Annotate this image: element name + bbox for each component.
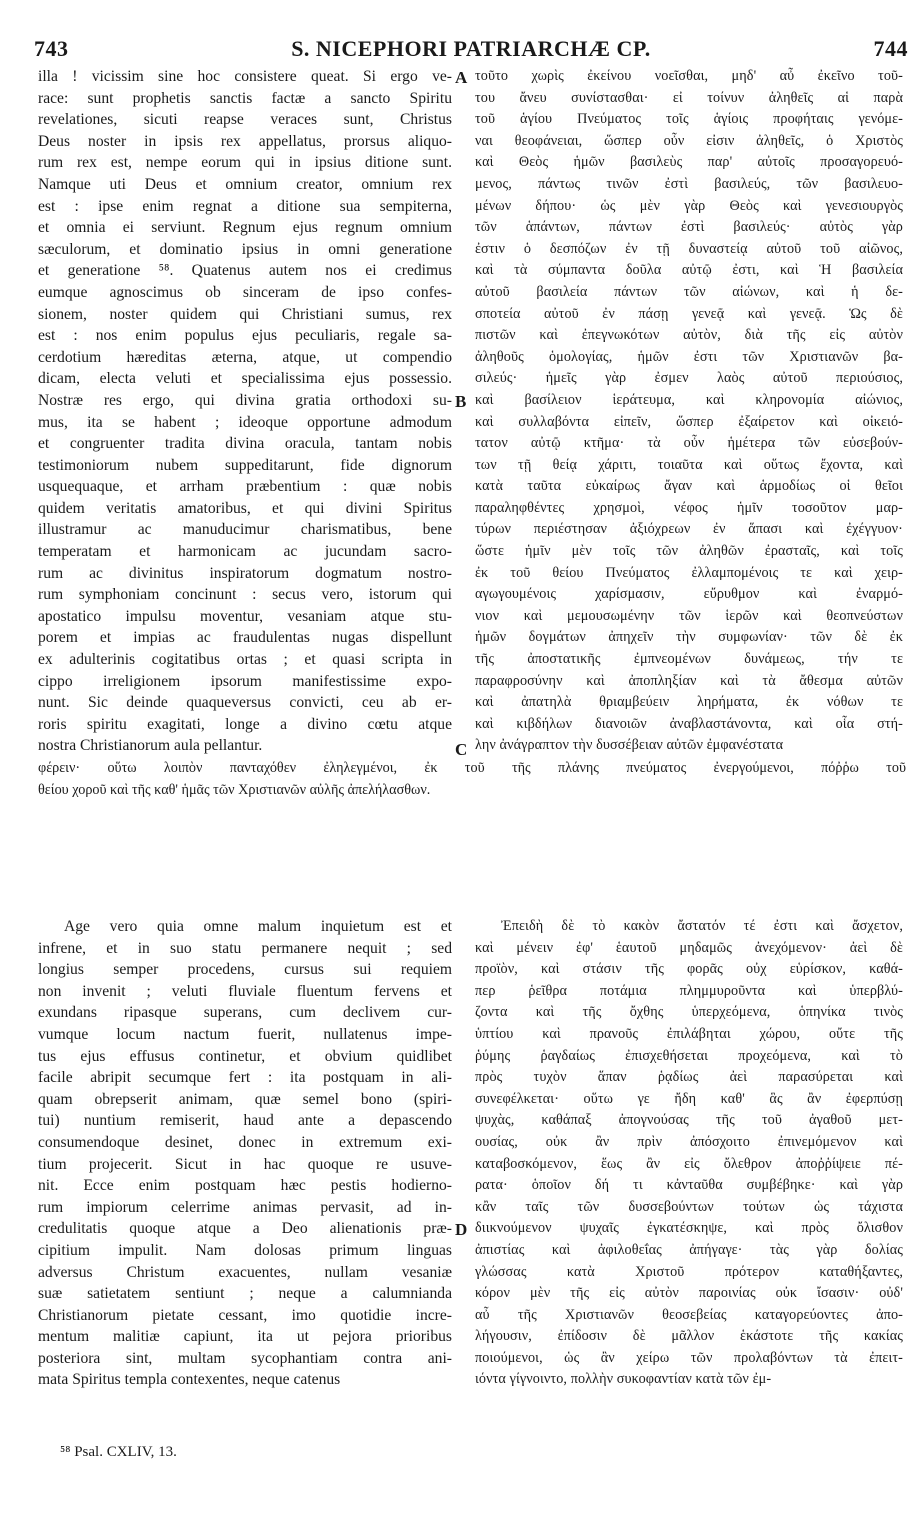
text-line: posteriora sint, multam sycophantiam contra ani- [38, 1349, 452, 1367]
text-line: Ἐπειδὴ δὲ τὸ κακὸν ἄστατόν τέ ἐστι καὶ ἄσχετον, [501, 918, 903, 934]
page-number-left: 743 [34, 36, 69, 61]
text-line: προϊὸν, καὶ στάσιν τῆς φορᾶς οὐχ εὑρίσκον, καθά- [475, 961, 903, 978]
text-line: cippo irreligionem ipsorum manifestissime expo- [38, 672, 452, 690]
footnote: ⁵⁸ Psal. CXLIV, 13. [60, 1444, 177, 1460]
text-line: sæculorum, et dominatio ipsius in omni generatione [38, 240, 452, 258]
text-line: πιστῶν καὶ ἐπεγνωκότων αὐτὸν, διὰ τῆς εἰς αὐτὸν [475, 327, 903, 344]
text-line: non invenit ; veluti fluviale fluentum fervens et [38, 982, 452, 1000]
greek-spanning-lines [38, 758, 906, 801]
text-line: καὶ κιβδήλων διανοιῶν ἀναβλαστάνοντα, καὶ οἷα στή- [475, 715, 903, 732]
text-line: infrene, et in suo statu permanere nequit ; sed [38, 939, 452, 957]
text-line: ποιούμενοι, ὡς ἂν χείρω τῶν προλαβόντων τὰ ἐπειτ- [475, 1349, 903, 1366]
text-line: ἡμῶν δογμάτων ἀπηχεῖν τὴν συμφωνίαν· τῶν δὲ ἐκ [475, 629, 903, 646]
text-line: rum impiorum celerrime animas pervasit, ad in- [38, 1198, 452, 1216]
text-line: τῆς ἀποστατικῆς ἐμπνεομένων δυνάμεως, τήν τε [475, 651, 903, 668]
text-line: vumque locum nactum fuerit, nullatenus impe- [38, 1025, 452, 1043]
text-line: περ ῥεῖθρα ποτάμια πλημμυροῦντα καὶ ὑπερβλύ- [475, 982, 903, 999]
text-line: τῶν ἁπάντων, πάντων ἐστὶ βασιλεύς· αὐτὸς γὰρ [475, 219, 903, 236]
text-line: dicam, electa veluti et specialissima ejus possessio. [38, 370, 452, 388]
text-line: illa ! vicissim sine hoc consistere queat. Si ergo ve- [38, 68, 452, 85]
text-line: porem et impias ac fraudulentas nugas dispellunt [38, 629, 452, 647]
text-line: adversus Christum exacuentes, nullam vesaniæ [38, 1263, 452, 1281]
text-line: et congruenter tradita divina oracula, tantam nobis [38, 435, 452, 453]
text-line: longius semper procedens, cursus sui requiem [38, 961, 452, 979]
text-line: sionem, noster quidem qui Christiani sumus, rex [38, 305, 452, 323]
text-line: credulitatis quoque atque a Deo alienationis præ- [38, 1220, 452, 1238]
text-line: consumendoque desinet, donec in extremum exi- [38, 1133, 452, 1151]
text-line: usquequaque, et arrham præbentium : quæ nobis [38, 478, 452, 496]
text-line: Nostræ res ergo, qui divina gratia orthodoxi su- [38, 391, 452, 409]
text-line: tui) nuntium remiserit, haud ante a depascendo [38, 1112, 452, 1130]
text-line: roris spiritu exagitati, longe a divino cœtu atque [38, 715, 452, 733]
text-line: nunt. Sic deinde quaqueversus convicti, ceu ab er- [38, 694, 452, 712]
text-line: ρατα· ὁποῖον δή τι κἀνταῦθα συμβέβηκε· καὶ γὰρ [475, 1177, 903, 1194]
text-line: exundans ripasque superans, cum declivem cur- [38, 1004, 452, 1022]
text-line: cipitium impulit. Nam dolosas primum linguas [38, 1241, 452, 1259]
section-marker-b: B [455, 392, 467, 411]
text-line: κατὰ ταῦτα εὐκαίρως ἄγαν καὶ ἁρμοδίως οἱ θεῖοι [475, 478, 903, 495]
text-line: τύρων περιέστησαν ἀξιόχρεων ἐν ἅπασι καὶ ἐχέγγυον· [475, 521, 903, 538]
text-line: tium projecerit. Sicut in hac quoque re usuve- [38, 1155, 452, 1173]
text-line: ῥύμης ῥαγδαίως ἐπισχεθήσεται προχεόμενα, καὶ τὸ [475, 1047, 903, 1064]
text-line: θείου χοροῦ καὶ τῆς καθ' ἡμᾶς τῶν Χριστιανῶν αὐλῆς ἀπελήλασθων. [38, 781, 431, 798]
text-line: πρὸς τυχὸν ἅπαν ῥᾳδίως ἀεὶ παρασύρεται καὶ [475, 1069, 903, 1086]
text-line: nostra Christianorum aula pellantur. [38, 737, 263, 755]
text-line: et generatione ⁵⁸. Quatenus autem nos ei credimus [38, 262, 452, 280]
page-number-right: 744 [873, 36, 908, 61]
text-line: λην ἀνάγραπτον τὴν δυσσέβειαν αὐτῶν ἐμφανέστατα [475, 737, 784, 754]
text-line: ἐκ τοῦ θείου Πνεύματος ἐλλαμπομένοις τε καὶ χειρ- [475, 564, 903, 581]
text-line: revelationes, sicuti reapse veraces sunt, Christus [38, 111, 452, 129]
text-line: ὥστε ἡμῖν μὲν τοῖς τῶν ἀληθῶν ἐρασταῖς, καὶ τοῖς [475, 543, 903, 560]
text-line: race: sunt prophetis sanctis factæ a sancto Spiritu [38, 89, 452, 107]
text-line: Deus noster in ipsis rex appellatus, prorsus aliquo- [38, 132, 452, 150]
text-line: μένων δήπου· ὡς μὲν γὰρ Θεὸς καὶ γενεσιουργὸς [475, 197, 903, 214]
section-marker-c: C [455, 740, 468, 759]
text-line: αγωγουμένοις χαρίσμασιν, εὔρυθμον καὶ ἐναρμό- [475, 586, 903, 603]
section-marker-d: D [455, 1220, 468, 1239]
text-line: ψυχὰς, καθάπαξ ἀπογνούσας τῆς τοῦ ἀγαθοῦ μετ- [475, 1112, 903, 1129]
text-line: σιλεύς· ἡμεῖς γὰρ ἐσμεν λαὸς αὐτοῦ περιούσιος, [475, 370, 903, 387]
text-line: τοῦτο χωρὶς ἐκείνου νοεῖσθαι, μηδ' αὖ ἐκεῖνο τοῦ- [475, 68, 903, 84]
text-line: διικνούμενον ψυχαῖς ἐγκατέσκηψε, καὶ πρὸς ὄλισθον [475, 1220, 903, 1237]
text-line: quam obrepserit animam, quæ semel bono (spiri- [38, 1090, 452, 1108]
text-line: τατον αὐτῷ κτῆμα· τὰ οὖν ἡμέτερα τῶν εὐσεβούν- [475, 435, 903, 452]
text-line: mentum malitiæ capiunt, ita ut pejora prioribus [38, 1328, 452, 1346]
text-line: mata Spiritus templa contexentes, neque catenus [38, 1371, 341, 1389]
text-line: νιον καὶ μεμουσωμένην τῶν ἱερῶν καὶ θεοπνεύστων [475, 607, 903, 624]
text-line: temperatam et harmonicam ac jucundam sacro- [38, 543, 452, 561]
text-line: του ἄνευ συνίστασθαι· εἰ τοίνυν ἀληθεῖς αἱ παρὰ [475, 89, 903, 106]
latin-column-top [38, 66, 452, 757]
text-line: παραφροσύνην καὶ ἀποπληξίαν καὶ τὰ ἄθεσμα αὐτῶν [475, 672, 903, 689]
text-line: ιόντα γίγνοιντο, πολλὴν συκοφαντίαν κατὰ τῶν ἐμ- [475, 1371, 772, 1388]
text-line: Namque uti Deus et omnium creator, omnium rex [38, 175, 452, 193]
text-line: τοῦ ἁγίου Πνεύματος τοῖς ἁγίοις προφήταις γενόμε- [475, 111, 903, 128]
text-line: est : ipse enim regnat a ditione sua sempiterna, [38, 197, 452, 215]
text-line: ναι θεοφάνειαι, ὥσπερ οὖν εἰσιν ἀληθεῖς, ὁ Χριστὸς [475, 132, 903, 149]
text-line: quidem veritatis amatoribus, et qui divini Spiritus [38, 499, 452, 517]
text-line: συνεφέλκεται· οὕτω γε ἤδη καθ' ἃς ἂν ἐφερπύσῃ [475, 1090, 903, 1107]
text-line: rum symphoniam concinunt : secus vero, istorum qui [38, 586, 452, 604]
text-line: καὶ Θεὸς ἡμῶν βασιλεὺς παρ' αὐτοῖς προσαγορευό- [475, 154, 903, 171]
text-line: κἂν ταῖς τῶν δυσσεβούντων τούτων ὡς τάχιστα [475, 1198, 903, 1215]
text-line: σποτεία αὐτοῦ ἐν πάσῃ γενεᾷ καὶ γενεᾷ. Ὡς δὲ [475, 305, 903, 322]
text-line: eumque agnoscimus ob sinceram de ipso confes- [38, 283, 452, 301]
running-title: S. NICEPHORI PATRIARCHÆ CP. [291, 36, 651, 61]
text-line: γλώσσας κατὰ Χριστοῦ πρότερον καταθήξαντες, [475, 1263, 903, 1280]
text-line: ἐστιν ὁ δεσπόζων ἐν τῇ δυναστείᾳ αὐτοῦ τοῦ αἰῶνος, [475, 240, 903, 257]
text-line: καὶ συλλαβόντα εἰπεῖν, ὥσπερ ἐξαίρετον καὶ οἰκειό- [475, 413, 903, 430]
text-line: ουσίας, οὐκ ἂν πρὶν ἀπόσχοιτο ἐπινεμόμενον καὶ [475, 1133, 903, 1150]
text-line: est : nos enim populus ejus peculiaris, regale sa- [38, 327, 452, 345]
text-line: καὶ ἀπατηλὰ θριαμβεύειν ληρήματα, ἐκ νόθων τε [475, 694, 903, 711]
greek-column-bottom [475, 916, 903, 1391]
text-line: καταβοσκόμενον, ἕως ἂν εἰς ὄλεθρον ἀποῤῥίψειε πέ- [475, 1155, 903, 1172]
text-line: παραληφθέντες χρησμοὶ, νέφος ἡμῖν τοσοῦτον μαρ- [475, 499, 903, 516]
text-line: ζοντα καὶ τῆς ὄχθης ὑπερχεόμενα, ὁπηνίκα τινὸς [475, 1004, 903, 1021]
text-line: apostatico impulsu moventur, vesaniam atque stu- [38, 607, 452, 625]
text-line: illustramur ac manuducimur charismatibus, bene [38, 521, 452, 539]
text-line: καὶ βασίλειον ἱεράτευμα, καὶ κληρονομία αἰώνιος, [475, 391, 903, 408]
text-line: Age vero quia omne malum inquietum est et [64, 918, 452, 935]
greek-column-top [475, 66, 903, 757]
text-line: ὑπτίου καὶ πρανοῦς ἐπιλάβηται χώρου, οὔτε τῆς [475, 1025, 903, 1042]
text-line: κόρον μὲν τῆς εἰς αὐτὸν παροινίας οὐκ ἴσασιν· οὐδ' [475, 1285, 903, 1302]
text-line: nit. Ecce enim postquam hæc pestis hodierno- [38, 1177, 452, 1195]
text-line: rum rex est, nempe eorum qui in ipsius ditione sunt. [38, 154, 452, 172]
text-line: tus ejus effusus continetur, et obvium quidlibet [38, 1047, 452, 1065]
text-line: των τῇ θείᾳ χάριτι, τοιαῦτα καὶ οὕτως ἔχοντα, καὶ [475, 456, 903, 473]
text-line: rum ac divinitus inspiratorum dogmatum nostro- [38, 564, 452, 582]
text-line: cerdotium hæreditas æterna, atque, ut compendio [38, 348, 452, 366]
text-line: μενος, πάντως τινῶν ἐστὶ βασιλεύς, τῶν βασιλευο- [475, 175, 903, 192]
text-line: λήγουσιν, ἐπίδοσιν δὲ μᾶλλον ἑκάστοτε τῆς κακίας [475, 1328, 903, 1345]
page-header [34, 36, 908, 62]
text-line: testimoniorum nubem suppeditarunt, fide dignorum [38, 456, 452, 474]
text-line: facile abripit secumque fert : ita postquam in ali- [38, 1069, 452, 1087]
text-line: ἀληθοῦς ὁμολογίας, ἡμῶν ἐστι τῶν Χριστιανῶν βα- [475, 348, 903, 365]
text-line: φέρειν· οὕτω λοιπὸν πανταχόθεν ἐληλεγμένοι, ἐκ τοῦ τῆς πλάνης πνεύματος ἐνεργούμενοι, πόῤῥω τοῦ [38, 760, 906, 776]
text-line: et omnia ei serviunt. Regnum ejus regnum omnium [38, 219, 452, 237]
text-line: Christianorum pietate cessant, imo quotidie incre- [38, 1306, 452, 1324]
text-line: suæ satietatem sentiunt ; neque a calumnianda [38, 1285, 452, 1303]
text-line: ex adulterinis cogitatibus ortas ; et quasi scripta in [38, 651, 452, 669]
text-line: ἀπιστίας καὶ ἀφιλοθεΐας ἀπήγαγε· τὰς γὰρ δολίας [475, 1241, 903, 1258]
text-line: καὶ τὰ σύμπαντα δοῦλα αὐτῷ ἐστι, καὶ Ἡ βασιλεία [475, 262, 903, 279]
section-marker-a: A [455, 68, 468, 87]
text-line: καὶ μένειν ἐφ' ἑαυτοῦ μηδαμῶς ἀνεχόμενον· ἀεὶ δὲ [475, 939, 903, 956]
latin-column-bottom [38, 916, 452, 1391]
text-line: αὐτοῦ βασιλεία πάντων τῶν αἰώνων, καὶ ἡ δε- [475, 283, 903, 300]
text-line: αὖ τῆς Χριστιανῶν θεοσεβείας καταγορεύοντες ἀπο- [475, 1306, 903, 1323]
text-line: mus, ita se habent ; ideoque opportune admodum [38, 413, 452, 431]
